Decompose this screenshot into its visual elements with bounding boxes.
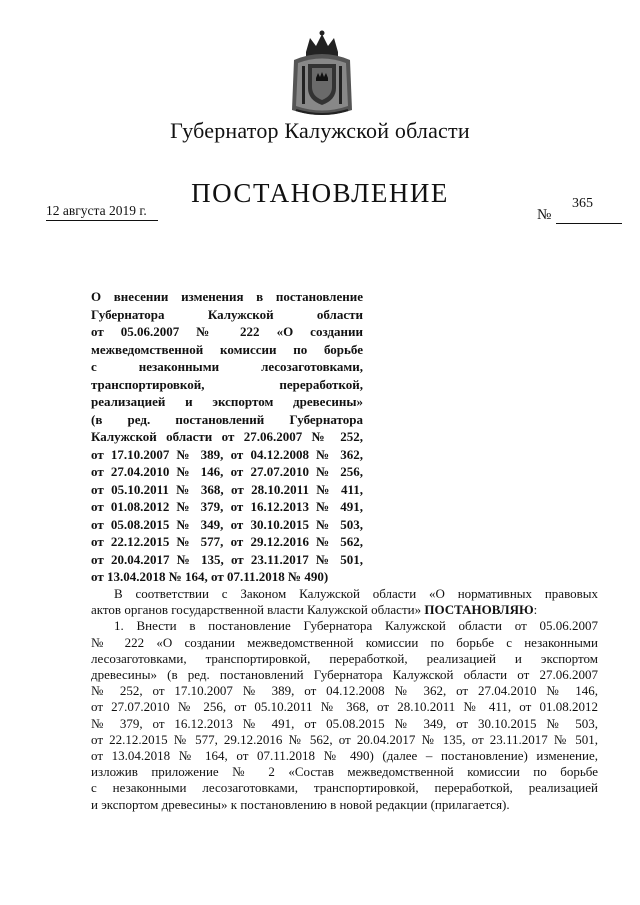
item-line: от 27.07.2010 № 256, от 05.10.2011 № 368, от 28.10.2011 № 411, от 01.08.2012 (91, 699, 598, 715)
subject-line: от 05.06.2007 № 222 «О создании (91, 324, 363, 339)
subject-line: О внесении изменения в постановление (91, 289, 363, 304)
subject-line: транспортировкой, переработкой, (91, 376, 363, 392)
preamble-text: актов органов государственной власти Калужской области» (91, 602, 422, 618)
issuing-authority: Губернатор Калужской области (170, 118, 470, 143)
document-type-title: ПОСТАНОВЛЕНИЕ (191, 178, 449, 208)
item-line: 1. Внести в постановление Губернатора Калужской области от 05.06.2007 (114, 618, 598, 634)
subject-line: реализацией и экспортом древесины» (91, 394, 363, 409)
coat-of-arms-icon (288, 30, 356, 120)
subject-line: Губернатора Калужской области (91, 306, 363, 322)
subject-line: от 13.04.2018 № 164, от 07.11.2018 № 490) (91, 569, 329, 584)
subject-line: с незаконными лесозаготовками, (91, 359, 363, 374)
item-line: № 222 «О создании межведомственной комиссии по борьбе с незаконными (91, 634, 598, 650)
preamble-line: В соответствии с Законом Калужской области «О нормативных правовых (114, 586, 598, 601)
document-subject (91, 288, 363, 586)
document-body (91, 586, 598, 813)
number-sign: № (537, 207, 552, 223)
item-line: № 379, от 16.12.2013 № 491, от 05.08.2015 № 349, от 30.10.2015 № 503, (91, 715, 598, 731)
decree-word: ПОСТАНОВЛЯЮ (424, 602, 534, 618)
item-line: изложив приложение № 2 «Состав межведомственной комиссии по борьбе (91, 764, 598, 780)
item-line: лесозаготовками, транспортировкой, переработкой, реализацией и экспортом (91, 650, 598, 666)
subject-line: от 20.04.2017 № 135, от 23.11.2017 № 501, (91, 551, 363, 567)
item-line: от 13.04.2018 № 164, от 07.11.2018 № 490) (далее – постановление) изменение, (91, 748, 598, 764)
item-line: от 22.12.2015 № 577, 29.12.2016 № 562, от 20.04.2017 № 135, от 23.11.2017 № 501, (91, 731, 598, 747)
number-value: 365 (572, 196, 593, 211)
subject-line: межведомственной комиссии по борьбе (91, 341, 363, 357)
subject-line: от 05.08.2015 № 349, от 30.10.2015 № 503, (91, 516, 363, 532)
subject-line: от 01.08.2012 № 379, от 16.12.2013 № 491, (91, 499, 363, 514)
item-line: с незаконными лесозаготовками, транспортировкой, переработкой, реализацией (91, 780, 598, 796)
item-line: № 252, от 17.10.2007 № 389, от 04.12.2008 № 362, от 27.04.2010 № 146, (91, 683, 598, 699)
item-line: древесины» (в ред. постановлений Губернатора Калужской области от 27.06.2007 (91, 667, 598, 683)
subject-line: от 22.12.2015 № 577, от 29.12.2016 № 562, (91, 534, 363, 549)
subject-line: (в ред. постановлений Губернатора (91, 411, 363, 427)
subject-line: Калужской области от 27.06.2007 № 252, (91, 429, 363, 444)
subject-line: от 17.10.2007 № 389, от 04.12.2008 № 362, (91, 446, 363, 462)
subject-line: от 05.10.2011 № 368, от 28.10.2011 № 411, (91, 481, 363, 497)
subject-line: от 27.04.2010 № 146, от 27.07.2010 № 256, (91, 464, 363, 479)
document-date: 12 августа 2019 г. (46, 203, 158, 221)
number-underline (556, 223, 622, 224)
preamble-line (91, 602, 598, 618)
decree-colon: : (533, 602, 538, 618)
item-line: и экспортом древесины» к постановлению в новой редакции (прилагается). (91, 796, 510, 812)
